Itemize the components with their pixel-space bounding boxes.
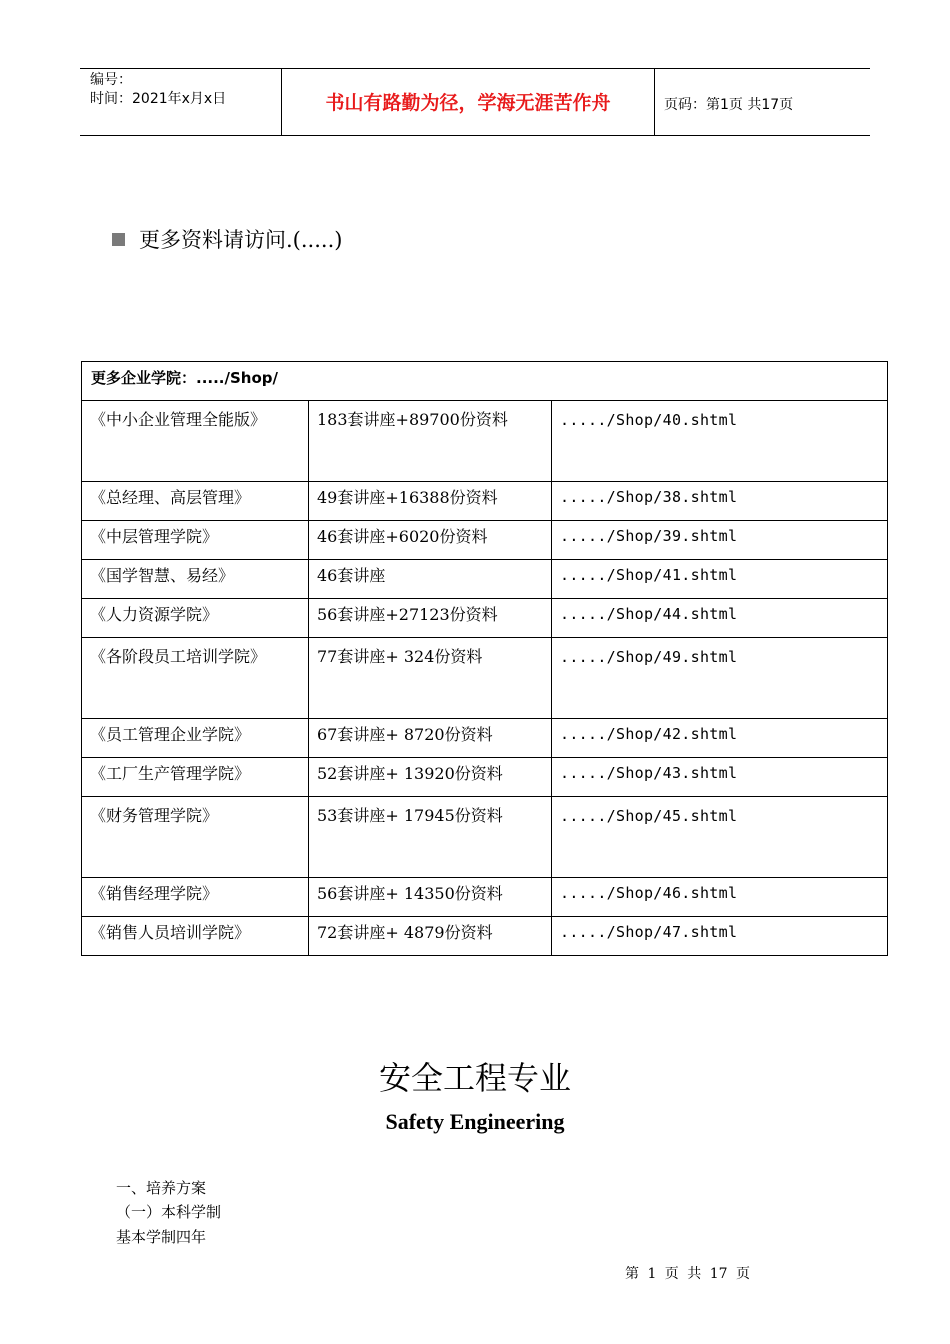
header-time-label: 时间：2021年x月x日 <box>90 91 227 107</box>
academy-url[interactable]: ...../Shop/41.shtml <box>552 560 888 599</box>
academy-url[interactable]: ...../Shop/49.shtml <box>552 638 888 719</box>
academy-name: 《总经理、高层管理》 <box>82 482 309 521</box>
header-divider-right <box>654 68 655 136</box>
header-meta <box>90 71 226 109</box>
academy-detail: 67套讲座+ 8720份资料 <box>309 719 552 758</box>
academy-url[interactable]: ...../Shop/46.shtml <box>552 878 888 917</box>
table-header-cell: 更多企业学院：...../Shop/ <box>82 362 888 401</box>
academy-url[interactable]: ...../Shop/42.shtml <box>552 719 888 758</box>
academy-detail: 72套讲座+ 4879份资料 <box>309 917 552 956</box>
table-row <box>82 599 888 638</box>
academy-name: 《各阶段员工培训学院》 <box>82 638 309 719</box>
header-bottom-rule <box>80 135 870 136</box>
academy-detail: 56套讲座+ 14350份资料 <box>309 878 552 917</box>
header-code-label: 编号： <box>90 72 132 88</box>
academy-detail: 77套讲座+ 324份资料 <box>309 638 552 719</box>
document-subtitle: Safety Engineering <box>385 1109 565 1134</box>
academy-detail: 46套讲座 <box>309 560 552 599</box>
square-bullet-icon <box>112 233 125 246</box>
header-top-rule <box>80 68 870 69</box>
academy-name: 《员工管理企业学院》 <box>82 719 309 758</box>
academy-url[interactable]: ...../Shop/47.shtml <box>552 917 888 956</box>
academy-detail: 46套讲座+6020份资料 <box>309 521 552 560</box>
body-paragraph: 基本学制四年 <box>116 1228 207 1246</box>
academy-name: 《人力资源学院》 <box>82 599 309 638</box>
academy-name: 《工厂生产管理学院》 <box>82 758 309 797</box>
document-title: 安全工程专业 <box>378 1059 571 1097</box>
academy-name: 《财务管理学院》 <box>82 797 309 878</box>
table-row <box>82 521 888 560</box>
academy-name: 《中小企业管理全能版》 <box>82 401 309 482</box>
academy-detail: 56套讲座+27123份资料 <box>309 599 552 638</box>
academy-name: 《销售经理学院》 <box>82 878 309 917</box>
more-materials-text: 更多资料请访问.(.....) <box>139 228 343 252</box>
academy-detail: 52套讲座+ 13920份资料 <box>309 758 552 797</box>
table-row <box>82 560 888 599</box>
header-page-info: 页码：第1页 共17页 <box>664 97 794 113</box>
table-row <box>82 797 888 878</box>
academy-name: 《国学智慧、易经》 <box>82 560 309 599</box>
section-heading: 一、培养方案 <box>116 1179 207 1197</box>
table-row <box>82 878 888 917</box>
academy-url[interactable]: ...../Shop/38.shtml <box>552 482 888 521</box>
academy-detail: 49套讲座+16388份资料 <box>309 482 552 521</box>
subsection-heading: （一）本科学制 <box>116 1203 222 1221</box>
academy-url[interactable]: ...../Shop/45.shtml <box>552 797 888 878</box>
academy-url[interactable]: ...../Shop/43.shtml <box>552 758 888 797</box>
academy-url[interactable]: ...../Shop/39.shtml <box>552 521 888 560</box>
table-row <box>82 917 888 956</box>
table-row <box>82 401 888 482</box>
page-footer: 第 1 页 共 17 页 <box>625 1266 750 1282</box>
table-row <box>82 482 888 521</box>
header-motto: 书山有路勤为径，学海无涯苦作舟 <box>325 92 611 114</box>
academy-url[interactable]: ...../Shop/44.shtml <box>552 599 888 638</box>
more-materials-line <box>112 224 342 254</box>
academy-detail: 53套讲座+ 17945份资料 <box>309 797 552 878</box>
table-row <box>82 638 888 719</box>
academy-table <box>81 361 888 956</box>
academy-name: 《中层管理学院》 <box>82 521 309 560</box>
table-row <box>82 758 888 797</box>
academy-name: 《销售人员培训学院》 <box>82 917 309 956</box>
table-row <box>82 719 888 758</box>
academy-url[interactable]: ...../Shop/40.shtml <box>552 401 888 482</box>
academy-detail: 183套讲座+89700份资料 <box>309 401 552 482</box>
table-header-row <box>82 362 888 401</box>
